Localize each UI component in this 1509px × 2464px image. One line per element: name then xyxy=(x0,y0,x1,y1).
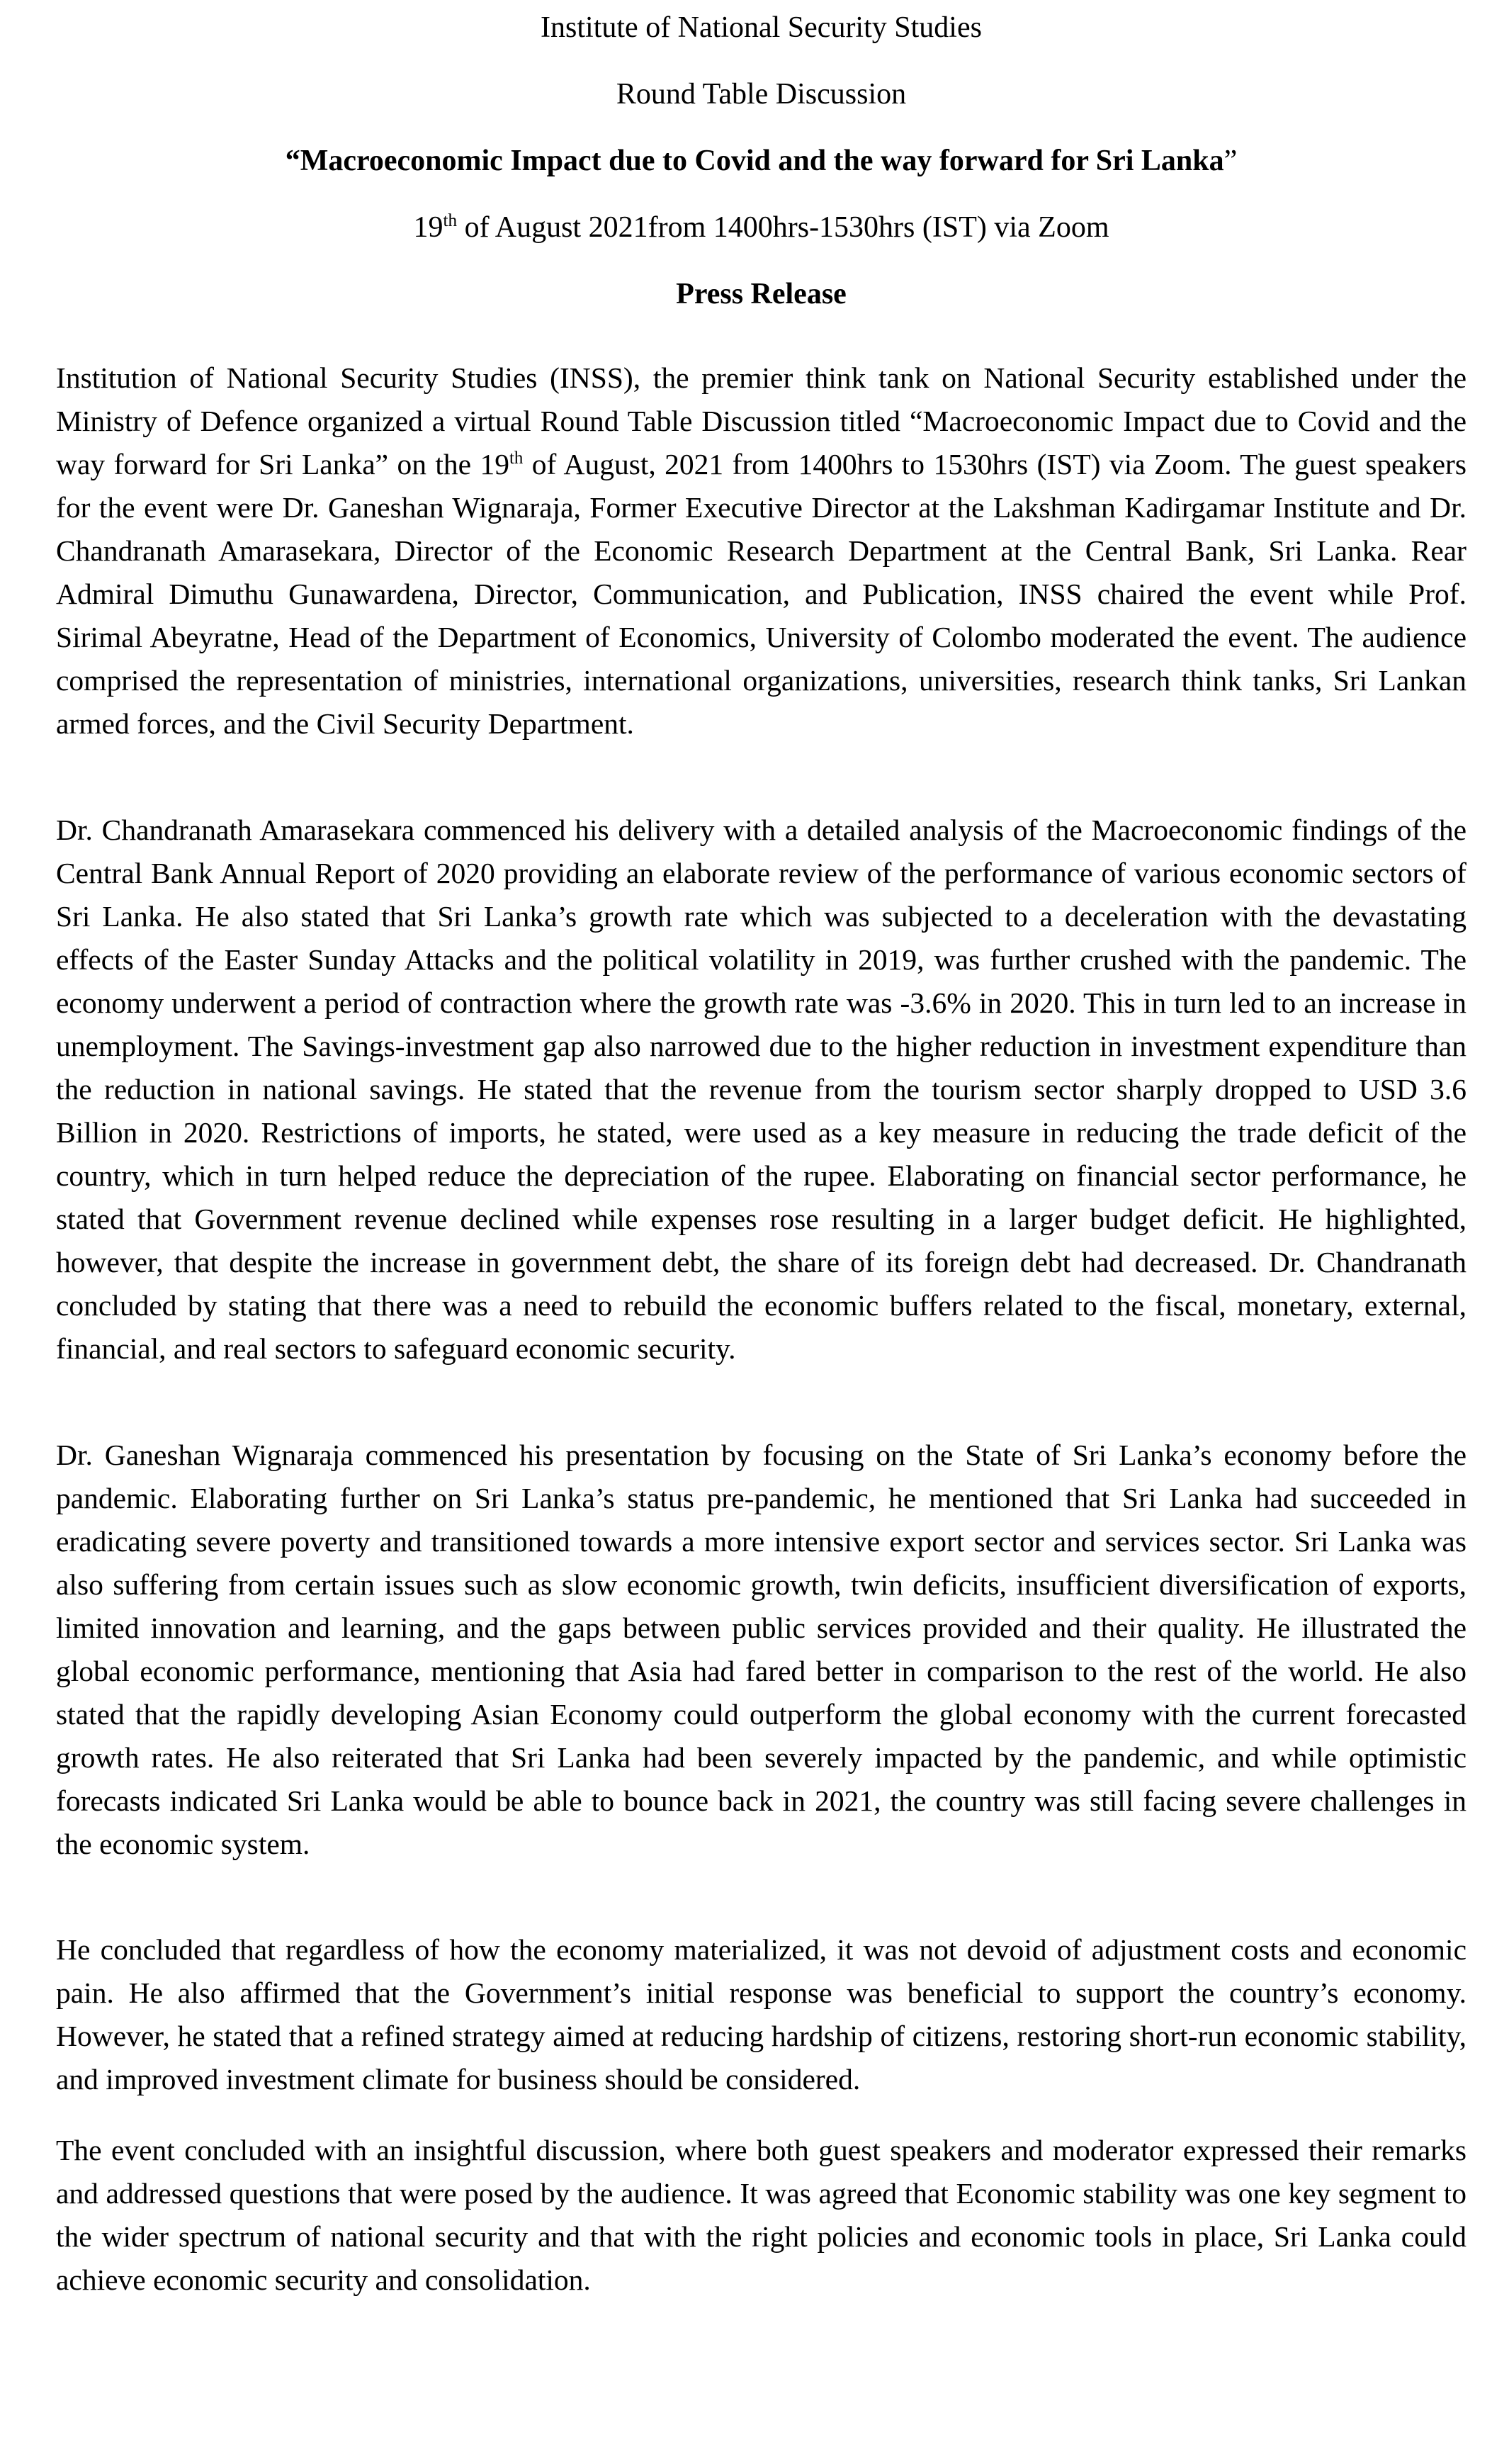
paragraph-introduction xyxy=(56,356,1466,746)
organization-heading: Institute of National Security Studies xyxy=(541,11,982,44)
date-suffix: th xyxy=(443,211,458,230)
event-title-heading xyxy=(56,143,1466,179)
paragraph-introduction-sup: th xyxy=(509,449,524,468)
paragraph-introduction-part2: of August, 2021 from 1400hrs to 1530hrs (IST) via Zoom. The guest speakers for the event were Dr. Ganeshan Wignaraja, Former Executive Director at the Lakshman Kadirgamar Institute and Dr. Chandranath Amarasekara, Director of the Economic Research Department at the Central Bank, Sri Lanka. Rear Admiral Dimuthu Gunawardena, Director, Communication, and Publication, INSS chaired the event while Prof. Sirimal Abeyratne, Head of the Department of Economics, University of Colombo moderated the event. The audience comprised the representation of ministries, international organizations, universities, research think tanks, Sri Lankan armed forces, and the Civil Security Department. xyxy=(56,448,1466,740)
paragraph-introduction-part1: Institution of National Security Studies (INSS), the premier think tank on National Security established under the Ministry of Defence organized a virtual Round Table Discussion titled “Macroeconomic Impact due to Covid and the way forward for Sri Lanka” on the 19 xyxy=(56,361,1466,480)
date-day: 19 xyxy=(413,211,443,244)
press-release-label: Press Release xyxy=(676,278,847,310)
title-text: Macroeconomic Impact due to Covid and the way forward for Sri Lanka xyxy=(300,145,1224,177)
event-type-heading: Round Table Discussion xyxy=(616,78,907,111)
title-open-quote: “ xyxy=(285,145,300,177)
date-rest: of August 2021from 1400hrs-1530hrs (IST) via Zoom xyxy=(457,211,1109,244)
event-date-line xyxy=(56,210,1466,245)
paragraph-conclusion-speaker: He concluded that regardless of how the economy materialized, it was not devoid of adjustment costs and economic pain. He also affirmed that the Government’s initial response was beneficial to support the country’s economy. However, he stated that a refined strategy aimed at reducing hardship of citizens, restoring short-run economic stability, and improved investment climate for business should be considered. xyxy=(56,1933,1466,2095)
paragraph-wignaraja: Dr. Ganeshan Wignaraja commenced his presentation by focusing on the State of Sri Lanka’s economy before the pandemic. Elaborating further on Sri Lanka’s status pre-pandemic, he mentioned that Sri Lanka had succeeded in eradicating severe poverty and transitioned towards a more intensive export sector and services sector. Sri Lanka was also suffering from certain issues such as slow economic growth, twin deficits, insufficient diversification of exports, limited innovation and learning, and the gaps between public services provided and their quality. He illustrated the global economic performance, mentioning that Asia had fared better in comparison to the rest of the world. He also stated that the rapidly developing Asian Economy could outperform the global economy with the current forecasted growth rates. He also reiterated that Sri Lanka had been severely impacted by the pandemic, and while optimistic forecasts indicated Sri Lanka would be able to bounce back in 2021, the country was still facing severe challenges in the economic system. xyxy=(56,1439,1466,1860)
title-close-quote: ” xyxy=(1223,145,1238,177)
paragraph-amarasekara: Dr. Chandranath Amarasekara commenced his delivery with a detailed analysis of the Macroeconomic findings of the Central Bank Annual Report of 2020 providing an elaborate review of the performance of various economic sectors of Sri Lanka. He also stated that Sri Lanka’s growth rate which was subjected to a deceleration with the devastating effects of the Easter Sunday Attacks and the political volatility in 2019, was further crushed with the pandemic. The economy underwent a period of contraction where the growth rate was -3.6% in 2020. This in turn led to an increase in unemployment. The Savings-investment gap also narrowed due to the higher reduction in investment expenditure than the reduction in national savings. He stated that the revenue from the tourism sector sharply dropped to USD 3.6 Billion in 2020. Restrictions of imports, he stated, were used as a key measure in reducing the trade deficit of the country, which in turn helped reduce the depreciation of the rupee. Elaborating on financial sector performance, he stated that Government revenue declined while expenses rose resulting in a larger budget deficit. He highlighted, however, that despite the increase in government debt, the share of its foreign debt had decreased. Dr. Chandranath concluded by stating that there was a need to rebuild the economic buffers related to the fiscal, monetary, external, financial, and real sectors to safeguard economic security. xyxy=(56,814,1466,1365)
paragraph-event-conclusion: The event concluded with an insightful discussion, where both guest speakers and moderator expressed their remarks and addressed questions that were posed by the audience. It was agreed that Economic stability was one key segment to the wider spectrum of national security and that with the right policies and economic tools in place, Sri Lanka could achieve economic security and consolidation. xyxy=(56,2134,1466,2296)
